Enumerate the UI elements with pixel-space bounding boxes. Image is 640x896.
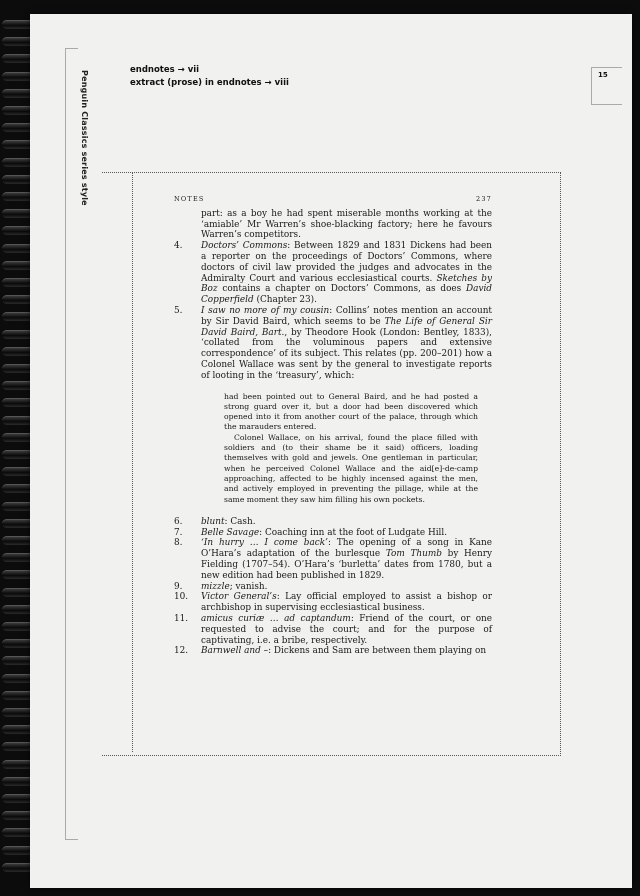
- note-text: : Collins’ notes mention an account by Sir David Baird, which seems to be: [201, 305, 492, 327]
- note-lemma: Barnwell and –: [201, 646, 269, 657]
- book-page: [30, 14, 632, 888]
- note-lemma: Belle Savage: [201, 527, 260, 538]
- header-line-endnotes: endnotes → vii: [130, 65, 200, 75]
- note-body: [201, 528, 492, 539]
- note-body: [201, 646, 492, 657]
- note-text: contains a chapter on Doctors’ Commons, as does: [217, 284, 467, 295]
- note-body: [201, 582, 492, 593]
- note-title: The Life of General Sir David Baird, Bart.: [201, 316, 492, 338]
- note-item: [174, 646, 492, 657]
- note-item: [174, 592, 492, 614]
- running-head-right: 237: [475, 195, 492, 203]
- note-number: 12.: [174, 646, 189, 657]
- note-lemma: mizzle: [201, 581, 230, 592]
- note-text: , by Theodore Hook (London: Bentley, 1833), ‘collated from the voluminous papers and extensive correspondence’ of its subject. This relates (pp. 200–201) how a Colonel Wallace was sent by the general to investigate reports of looting in the ‘treasury’, which:: [201, 327, 492, 381]
- note-text: : Cash.: [224, 516, 256, 527]
- note-body: [201, 306, 492, 382]
- series-style-label: Penguin Classics series style: [80, 70, 89, 206]
- page-number: 15: [598, 71, 608, 79]
- quote-paragraph: Colonel Wallace, on his arrival, found the place filled with soldiers and (to their shame be it said) officers, loading themselves with gold and jewels. One gentleman in particular, when he perceived Colonel Wallace and the aid[e]-de-camp approaching, affected to be highly incensed against the men, and actively employed in preventing the pillage, while at the same moment they saw him filling his own pockets.: [224, 432, 478, 504]
- note-number: 4.: [174, 241, 183, 252]
- note-text: ; vanish.: [229, 581, 268, 592]
- note-continuation: part: as a boy he had spent miserable months working at the ‘amiable’ Mr Warren’s shoe-blacking factory; here he favours Warren’s competitors.: [201, 208, 492, 241]
- note-number: 9.: [174, 581, 183, 592]
- note-number: 7.: [174, 527, 183, 538]
- block-quote: [224, 392, 478, 505]
- note-item: [174, 241, 492, 306]
- note-title: Sketches by Boz: [201, 273, 492, 295]
- cross-reference-header: [130, 64, 289, 90]
- note-lemma: blunt: [201, 516, 225, 527]
- note-body: [201, 538, 492, 581]
- note-lemma: I saw no more of my cousin: [201, 305, 330, 316]
- note-lemma: amicus curiæ … ad captandum: [201, 613, 351, 624]
- note-item: [174, 306, 492, 382]
- note-number: 8.: [174, 538, 183, 549]
- note-text: by Henry Fielding (1707–54). O’Hara’s ‘burletta’ dates from 1780, but a new edition had been published in 1829.: [201, 549, 492, 581]
- side-bracket: [65, 48, 78, 840]
- sample-frame-inner: [132, 172, 134, 752]
- note-lemma: Victor General’s: [201, 592, 277, 603]
- note-text: : Between 1829 and 1831 Dickens had been a reporter on the proceedings of Doctors’ Commons, where doctors of civil law provided the judges and advocates in the Admiralty Court and various ecclesiastical courts.: [201, 241, 493, 284]
- note-lemma: ‘In hurry … I come back’: [201, 538, 328, 549]
- note-number: 10.: [174, 592, 189, 603]
- note-title: Tom Thumb: [385, 549, 442, 560]
- sample-text-block: [174, 194, 492, 657]
- page-number-box: [591, 67, 622, 105]
- note-item: [174, 517, 492, 528]
- header-line-extract: extract (prose) in endnotes → viii: [130, 78, 289, 88]
- note-number: 11.: [174, 613, 189, 624]
- note-body: [201, 241, 492, 306]
- note-item: [174, 528, 492, 539]
- note-body: [201, 614, 492, 646]
- note-body: [201, 517, 492, 528]
- note-number: 5.: [174, 305, 183, 316]
- note-item: [174, 614, 492, 646]
- note-text: : The opening of a song in Kane O’Hara’s adaptation of the burlesque: [201, 538, 492, 560]
- note-lemma: Doctors’ Commons: [201, 241, 288, 252]
- note-text: : Coaching inn at the foot of Ludgate Hill.: [259, 527, 448, 538]
- note-number: 6.: [174, 516, 183, 527]
- note-title: David Copperfield: [201, 284, 492, 306]
- note-item: [174, 538, 492, 581]
- note-text: : Friend of the court, or one requested to advise the court; and for the purpose of captivating, i.e. a bribe, respectively.: [201, 613, 493, 646]
- note-text: (Chapter 23).: [253, 295, 317, 306]
- quote-paragraph: had been pointed out to General Baird, and he had posted a strong guard over it, but a door had been discovered which opened into it from another court of the palace, through which the marauders entered.: [224, 391, 478, 432]
- running-head-left: NOTES: [174, 195, 205, 203]
- running-head: [174, 194, 492, 205]
- note-text: : Dickens and Sam are between them playing on: [268, 646, 487, 657]
- note-body: [201, 592, 492, 614]
- note-text: : Lay official employed to assist a bishop or archbishop in supervising ecclesiastical business.: [201, 592, 493, 614]
- note-item: [174, 582, 492, 593]
